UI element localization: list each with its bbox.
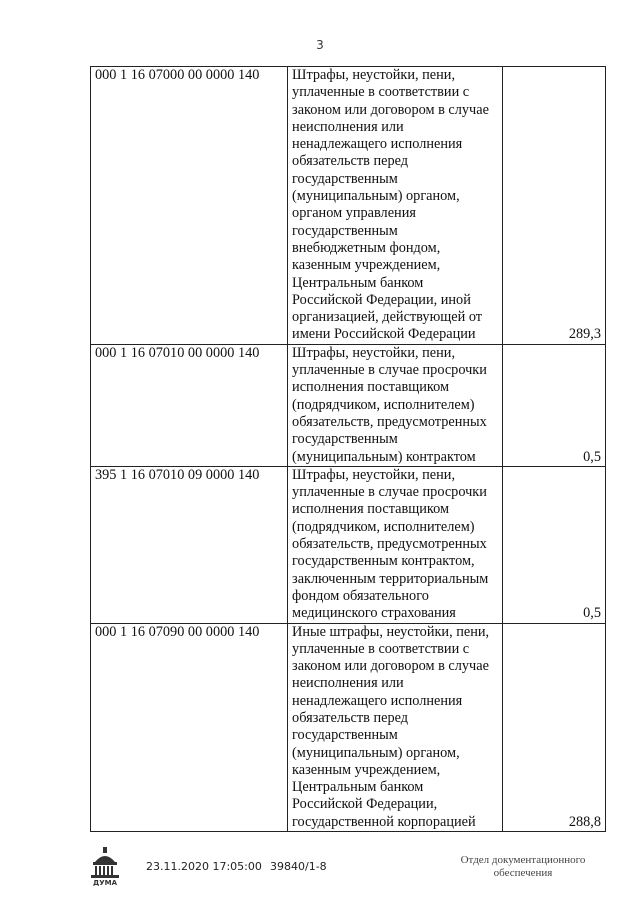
description-line: заключенным территориальным <box>292 570 489 587</box>
table-row <box>91 466 606 623</box>
budget-table <box>90 66 606 832</box>
description-line: Штрафы, неустойки, пени, <box>292 344 456 361</box>
department-stamp <box>438 854 608 880</box>
duma-emblem-icon <box>88 846 122 886</box>
description-line: уплаченные в соответствии с <box>292 640 470 657</box>
description-line: имени Российской Федерации <box>292 326 476 343</box>
description-line: Центральным банком <box>292 274 424 291</box>
description-line: казенным учреждением, <box>292 257 441 274</box>
description-line: законом или договором в случае <box>292 101 489 118</box>
description-line: (муниципальным) контрактом <box>292 448 476 465</box>
description-line: обязательств перед <box>292 709 409 726</box>
description-line: организацией, действующей от <box>292 309 483 326</box>
description-line: законом или договором в случае <box>292 658 489 675</box>
budget-table-body <box>91 67 606 832</box>
budget-code-cell: 395 1 16 07010 09 0000 140 <box>91 466 288 623</box>
amount-cell: 0,5 <box>503 466 606 623</box>
description-line: обязательств, предусмотренных <box>292 536 487 553</box>
description-line: (подрядчиком, исполнителем) <box>292 396 475 413</box>
description-line: государственным <box>292 727 398 744</box>
description-cell <box>288 344 503 466</box>
amount-cell: 288,8 <box>503 623 606 832</box>
description-line: государственным <box>292 431 398 448</box>
table-row <box>91 344 606 466</box>
description-line: медицинского страхования <box>292 605 456 622</box>
table-row <box>91 67 606 345</box>
description-line: Иные штрафы, неустойки, пени, <box>292 623 490 640</box>
budget-code-cell: 000 1 16 07090 00 0000 140 <box>91 623 288 832</box>
description-line: исполнения поставщиком <box>292 501 450 518</box>
description-cell <box>288 466 503 623</box>
description-line: ненадлежащего исполнения <box>292 692 463 709</box>
emblem-label: ДУМА <box>92 879 118 886</box>
description-line: фондом обязательного <box>292 587 429 604</box>
footer-datetime: 23.11.2020 17:05:00 <box>146 860 262 873</box>
description-cell <box>288 623 503 832</box>
description-line: Российской Федерации, <box>292 796 438 813</box>
description-line: уплаченные в соответствии с <box>292 84 470 101</box>
description-line: исполнения поставщиком <box>292 379 450 396</box>
description-line: обязательств перед <box>292 153 409 170</box>
description-line: неисполнения или <box>292 118 404 135</box>
description-line: (муниципальным) органом, <box>292 744 460 761</box>
description-line: (подрядчиком, исполнителем) <box>292 518 475 535</box>
description-line: государственным <box>292 170 398 187</box>
table-row <box>91 623 606 832</box>
budget-code-cell: 000 1 16 07000 00 0000 140 <box>91 67 288 345</box>
description-line: (муниципальным) органом, <box>292 188 460 205</box>
description-line: Штрафы, неустойки, пени, <box>292 67 456 83</box>
description-line: ненадлежащего исполнения <box>292 136 463 153</box>
description-line: Центральным банком <box>292 779 424 796</box>
description-line: уплаченные в случае просрочки <box>292 362 487 379</box>
amount-cell: 0,5 <box>503 344 606 466</box>
description-line: Российской Федерации, иной <box>292 291 471 308</box>
footer-doc-number: 39840/1-8 <box>270 860 327 873</box>
stamp-line-2: обеспечения <box>493 867 553 879</box>
description-line: неисполнения или <box>292 675 404 692</box>
stamp-line-1: Отдел документационного <box>460 854 586 866</box>
description-cell <box>288 67 503 345</box>
description-line: уплаченные в случае просрочки <box>292 484 487 501</box>
description-line: казенным учреждением, <box>292 761 441 778</box>
description-line: Штрафы, неустойки, пени, <box>292 466 456 483</box>
description-line: государственным <box>292 222 398 239</box>
description-line: внебюджетным фондом, <box>292 239 441 256</box>
description-line: государственным контрактом, <box>292 553 475 570</box>
description-line: обязательств, предусмотренных <box>292 413 487 430</box>
amount-cell: 289,3 <box>503 67 606 345</box>
description-line: органом управления <box>292 205 416 222</box>
page-number: 3 <box>316 38 324 52</box>
description-line: государственной корпорацией <box>292 813 476 830</box>
budget-code-cell: 000 1 16 07010 00 0000 140 <box>91 344 288 466</box>
page-footer <box>88 846 608 896</box>
